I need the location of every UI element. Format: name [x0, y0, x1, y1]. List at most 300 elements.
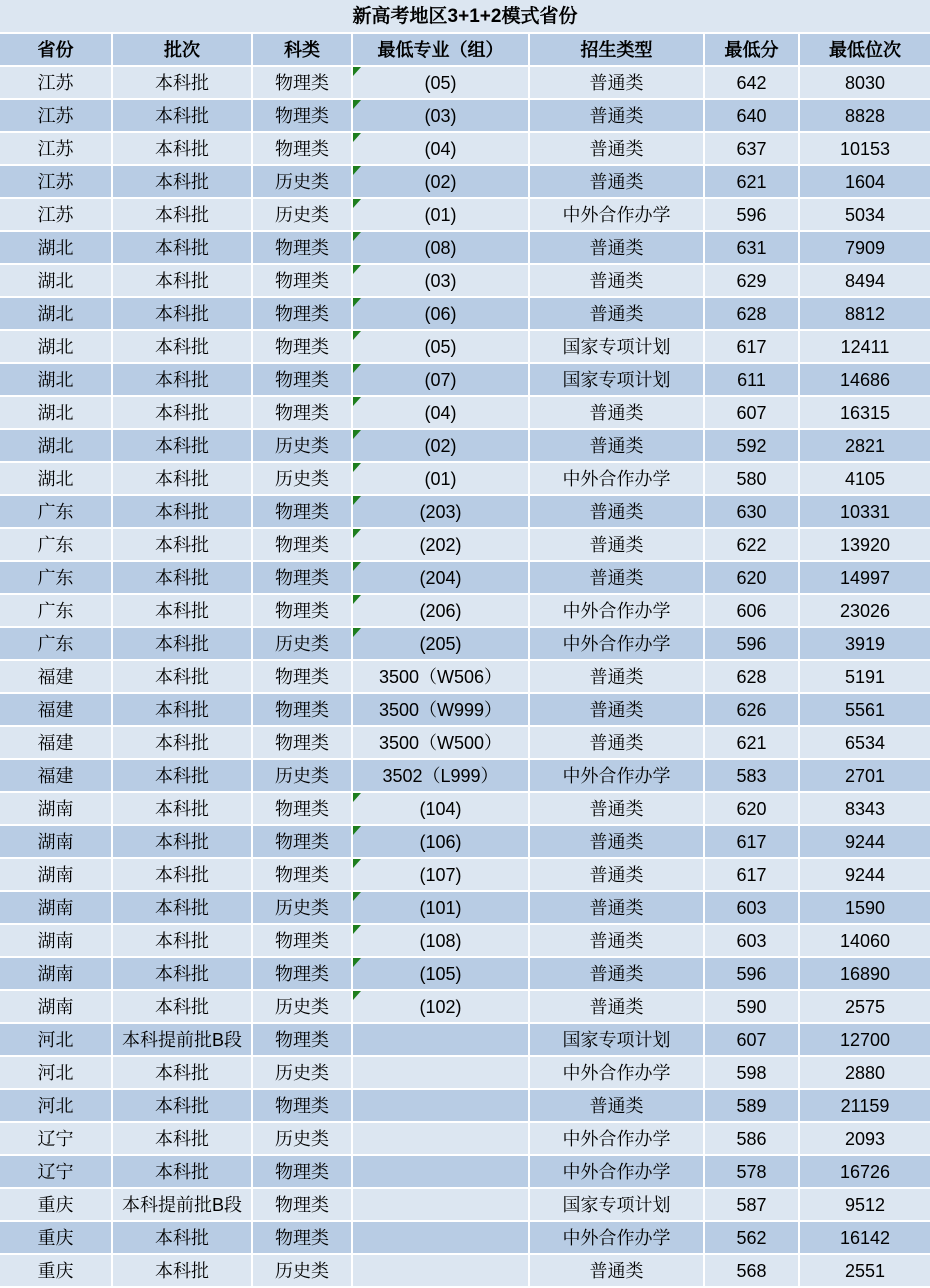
cell-admission-type[interactable] [530, 496, 705, 529]
cell-subject-type[interactable] [253, 298, 353, 331]
cell-min-score[interactable] [705, 100, 800, 133]
cell-subject-type[interactable] [253, 529, 353, 562]
cell-admission-type[interactable] [530, 100, 705, 133]
cell-text: 587 [736, 1194, 767, 1215]
cell-min-major-group[interactable] [353, 430, 530, 463]
cell-min-major-group[interactable] [353, 298, 530, 331]
cell-min-rank[interactable] [800, 727, 930, 760]
cell-subject-type[interactable] [253, 793, 353, 826]
cell-min-rank[interactable] [800, 595, 930, 628]
cell-admission-type[interactable] [530, 1090, 705, 1123]
cell-admission-type[interactable] [530, 892, 705, 925]
cell-subject-type[interactable] [253, 364, 353, 397]
cell-admission-type[interactable] [530, 1255, 705, 1288]
cell-min-rank[interactable] [800, 892, 930, 925]
cell-min-rank[interactable] [800, 496, 930, 529]
cell-admission-type[interactable] [530, 397, 705, 430]
cell-min-rank[interactable] [800, 1090, 930, 1123]
cell-subject-type[interactable] [253, 892, 353, 925]
table-row [0, 1156, 930, 1189]
cell-batch[interactable] [113, 1222, 253, 1255]
cell-min-major-group[interactable] [353, 199, 530, 232]
cell-min-major-group[interactable] [353, 232, 530, 265]
cell-min-rank[interactable] [800, 694, 930, 727]
cell-min-score[interactable] [705, 1156, 800, 1189]
cell-min-rank[interactable] [800, 199, 930, 232]
cell-admission-type[interactable] [530, 826, 705, 859]
cell-admission-type[interactable] [530, 1222, 705, 1255]
cell-text: 国家专项计划 [562, 369, 671, 390]
cell-min-rank[interactable] [800, 925, 930, 958]
cell-batch[interactable] [113, 430, 253, 463]
cell-subject-type[interactable] [253, 1255, 353, 1288]
cell-batch[interactable] [113, 298, 253, 331]
cell-subject-type[interactable] [253, 1057, 353, 1090]
cell-min-score[interactable] [705, 298, 800, 331]
cell-min-major-group[interactable] [353, 562, 530, 595]
cell-text: 普通类 [589, 402, 644, 423]
cell-min-score[interactable] [705, 166, 800, 199]
error-indicator-triangle-icon [353, 562, 361, 571]
cell-batch[interactable] [113, 694, 253, 727]
cell-batch[interactable] [113, 265, 253, 298]
cell-batch[interactable] [113, 793, 253, 826]
cell-min-score[interactable] [705, 1255, 800, 1288]
cell-admission-type[interactable] [530, 694, 705, 727]
table-row [0, 463, 930, 496]
cell-batch[interactable] [113, 1156, 253, 1189]
table-row [0, 793, 930, 826]
cell-subject-type[interactable] [253, 430, 353, 463]
cell-min-score[interactable] [705, 67, 800, 100]
cell-province[interactable] [0, 892, 113, 925]
cell-batch[interactable] [113, 1057, 253, 1090]
cell-text: (03) [424, 105, 457, 126]
cell-admission-type[interactable] [530, 1156, 705, 1189]
cell-subject-type[interactable] [253, 166, 353, 199]
cell-subject-type[interactable] [253, 199, 353, 232]
cell-province[interactable] [0, 628, 113, 661]
cell-min-major-group[interactable] [353, 694, 530, 727]
cell-min-major-group[interactable] [353, 100, 530, 133]
cell-batch[interactable] [113, 958, 253, 991]
cell-subject-type[interactable] [253, 925, 353, 958]
error-indicator-triangle-icon [353, 826, 361, 835]
table-title[interactable]: 新高考地区3+1+2模式省份 [0, 0, 930, 34]
cell-province[interactable] [0, 859, 113, 892]
cell-min-rank[interactable] [800, 1057, 930, 1090]
cell-admission-type[interactable] [530, 958, 705, 991]
cell-province[interactable] [0, 826, 113, 859]
cell-min-major-group[interactable] [353, 727, 530, 760]
cell-admission-type[interactable] [530, 727, 705, 760]
cell-batch[interactable] [113, 892, 253, 925]
cell-admission-type[interactable] [530, 1123, 705, 1156]
cell-min-score[interactable] [705, 793, 800, 826]
cell-subject-type[interactable] [253, 595, 353, 628]
cell-text: 普通类 [589, 864, 644, 885]
cell-min-score[interactable] [705, 760, 800, 793]
cell-batch[interactable] [113, 925, 253, 958]
cell-min-rank[interactable] [800, 793, 930, 826]
cell-min-major-group[interactable] [353, 529, 530, 562]
cell-min-major-group[interactable] [353, 1156, 530, 1189]
cell-province[interactable] [0, 760, 113, 793]
cell-min-major-group[interactable] [353, 1255, 530, 1288]
cell-min-major-group[interactable] [353, 397, 530, 430]
cell-province[interactable] [0, 496, 113, 529]
cell-batch[interactable] [113, 166, 253, 199]
cell-min-major-group[interactable] [353, 67, 530, 100]
cell-min-rank[interactable] [800, 67, 930, 100]
cell-min-score[interactable] [705, 430, 800, 463]
cell-min-rank[interactable] [800, 397, 930, 430]
cell-province[interactable] [0, 529, 113, 562]
cell-admission-type[interactable] [530, 925, 705, 958]
cell-min-major-group[interactable] [353, 925, 530, 958]
cell-min-rank[interactable] [800, 991, 930, 1024]
cell-min-score[interactable] [705, 397, 800, 430]
cell-subject-type[interactable] [253, 1222, 353, 1255]
cell-batch[interactable] [113, 100, 253, 133]
cell-min-score[interactable] [705, 694, 800, 727]
cell-province[interactable] [0, 1255, 113, 1288]
cell-min-rank[interactable] [800, 958, 930, 991]
cell-min-rank[interactable] [800, 562, 930, 595]
cell-batch[interactable] [113, 1123, 253, 1156]
cell-min-major-group[interactable] [353, 892, 530, 925]
cell-text: 607 [736, 1029, 767, 1050]
cell-min-score[interactable] [705, 331, 800, 364]
cell-min-rank[interactable] [800, 166, 930, 199]
cell-min-score[interactable] [705, 529, 800, 562]
cell-min-score[interactable] [705, 265, 800, 298]
cell-min-score[interactable] [705, 892, 800, 925]
cell-text: 河北 [37, 1062, 74, 1083]
column-header-min-major-group[interactable]: 最低专业（组） [353, 34, 530, 67]
cell-province[interactable] [0, 1222, 113, 1255]
cell-min-score[interactable] [705, 595, 800, 628]
cell-min-rank[interactable] [800, 364, 930, 397]
cell-text: 湖南 [37, 798, 74, 819]
cell-admission-type[interactable] [530, 133, 705, 166]
cell-text: 普通类 [589, 831, 644, 852]
cell-min-major-group[interactable] [353, 991, 530, 1024]
cell-min-score[interactable] [705, 133, 800, 166]
cell-subject-type[interactable] [253, 562, 353, 595]
cell-batch[interactable] [113, 628, 253, 661]
cell-admission-type[interactable] [530, 1024, 705, 1057]
cell-subject-type[interactable] [253, 100, 353, 133]
cell-province[interactable] [0, 1123, 113, 1156]
cell-subject-type[interactable] [253, 1123, 353, 1156]
cell-min-score[interactable] [705, 859, 800, 892]
cell-text: 物理类 [275, 1095, 329, 1116]
cell-min-rank[interactable] [800, 859, 930, 892]
cell-text: 历史类 [275, 765, 329, 786]
cell-admission-type[interactable] [530, 67, 705, 100]
cell-province[interactable] [0, 331, 113, 364]
cell-min-rank[interactable] [800, 298, 930, 331]
cell-province[interactable] [0, 364, 113, 397]
cell-min-major-group[interactable] [353, 826, 530, 859]
cell-text: 617 [736, 336, 767, 357]
cell-province[interactable] [0, 1024, 113, 1057]
cell-min-score[interactable] [705, 661, 800, 694]
cell-batch[interactable] [113, 364, 253, 397]
cell-subject-type[interactable] [253, 628, 353, 661]
cell-province[interactable] [0, 298, 113, 331]
cell-min-score[interactable] [705, 991, 800, 1024]
cell-subject-type[interactable] [253, 397, 353, 430]
cell-min-major-group[interactable] [353, 166, 530, 199]
cell-subject-type[interactable] [253, 727, 353, 760]
cell-province[interactable] [0, 793, 113, 826]
cell-min-major-group[interactable] [353, 1057, 530, 1090]
cell-batch[interactable] [113, 859, 253, 892]
cell-min-major-group[interactable] [353, 1024, 530, 1057]
cell-admission-type[interactable] [530, 661, 705, 694]
cell-subject-type[interactable] [253, 463, 353, 496]
cell-admission-type[interactable] [530, 760, 705, 793]
cell-min-major-group[interactable] [353, 331, 530, 364]
cell-province[interactable] [0, 727, 113, 760]
cell-subject-type[interactable] [253, 265, 353, 298]
cell-batch[interactable] [113, 331, 253, 364]
cell-province[interactable] [0, 100, 113, 133]
cell-admission-type[interactable] [530, 463, 705, 496]
cell-batch[interactable] [113, 727, 253, 760]
cell-admission-type[interactable] [530, 793, 705, 826]
cell-admission-type[interactable] [530, 991, 705, 1024]
cell-province[interactable] [0, 430, 113, 463]
cell-province[interactable] [0, 1156, 113, 1189]
cell-min-major-group[interactable] [353, 859, 530, 892]
column-header-min-rank[interactable]: 最低位次 [800, 34, 930, 67]
cell-min-major-group[interactable] [353, 793, 530, 826]
cell-province[interactable] [0, 958, 113, 991]
cell-min-rank[interactable] [800, 1255, 930, 1288]
cell-min-score[interactable] [705, 562, 800, 595]
cell-text: 本科批 [155, 105, 209, 126]
cell-min-rank[interactable] [800, 760, 930, 793]
cell-min-score[interactable] [705, 1057, 800, 1090]
cell-admission-type[interactable] [530, 430, 705, 463]
cell-province[interactable] [0, 595, 113, 628]
cell-subject-type[interactable] [253, 331, 353, 364]
cell-min-major-group[interactable] [353, 661, 530, 694]
cell-min-score[interactable] [705, 1222, 800, 1255]
table-row [0, 529, 930, 562]
column-header-admission-type[interactable]: 招生类型 [530, 34, 705, 67]
cell-subject-type[interactable] [253, 1156, 353, 1189]
cell-province[interactable] [0, 397, 113, 430]
cell-text: 本科批 [155, 270, 209, 291]
cell-admission-type[interactable] [530, 232, 705, 265]
cell-subject-type[interactable] [253, 661, 353, 694]
cell-text: 12700 [839, 1029, 891, 1050]
cell-min-rank[interactable] [800, 100, 930, 133]
cell-subject-type[interactable] [253, 859, 353, 892]
cell-batch[interactable] [113, 1024, 253, 1057]
cell-min-major-group[interactable] [353, 1123, 530, 1156]
cell-min-rank[interactable] [800, 463, 930, 496]
cell-province[interactable] [0, 67, 113, 100]
table-row [0, 826, 930, 859]
cell-admission-type[interactable] [530, 331, 705, 364]
cell-province[interactable] [0, 1189, 113, 1222]
cell-subject-type[interactable] [253, 1189, 353, 1222]
cell-min-rank[interactable] [800, 826, 930, 859]
table-title-row [0, 0, 930, 34]
cell-min-rank[interactable] [800, 1189, 930, 1222]
cell-batch[interactable] [113, 199, 253, 232]
column-header-batch[interactable]: 批次 [113, 34, 253, 67]
table-row [0, 694, 930, 727]
cell-text: (105) [419, 963, 462, 984]
cell-min-score[interactable] [705, 826, 800, 859]
cell-batch[interactable] [113, 496, 253, 529]
cell-min-rank[interactable] [800, 661, 930, 694]
cell-min-rank[interactable] [800, 133, 930, 166]
cell-batch[interactable] [113, 991, 253, 1024]
cell-batch[interactable] [113, 397, 253, 430]
cell-min-score[interactable] [705, 1123, 800, 1156]
cell-batch[interactable] [113, 760, 253, 793]
cell-subject-type[interactable] [253, 826, 353, 859]
cell-batch[interactable] [113, 67, 253, 100]
cell-batch[interactable] [113, 1090, 253, 1123]
cell-admission-type[interactable] [530, 364, 705, 397]
cell-min-major-group[interactable] [353, 1222, 530, 1255]
cell-min-rank[interactable] [800, 1123, 930, 1156]
cell-min-major-group[interactable] [353, 628, 530, 661]
cell-min-score[interactable] [705, 232, 800, 265]
cell-min-rank[interactable] [800, 1222, 930, 1255]
cell-province[interactable] [0, 1090, 113, 1123]
cell-subject-type[interactable] [253, 1090, 353, 1123]
cell-subject-type[interactable] [253, 694, 353, 727]
cell-admission-type[interactable] [530, 1189, 705, 1222]
cell-subject-type[interactable] [253, 67, 353, 100]
cell-min-major-group[interactable] [353, 595, 530, 628]
cell-min-rank[interactable] [800, 265, 930, 298]
cell-admission-type[interactable] [530, 199, 705, 232]
cell-batch[interactable] [113, 595, 253, 628]
column-header-subject-type[interactable]: 科类 [253, 34, 353, 67]
cell-province[interactable] [0, 694, 113, 727]
cell-text: 江苏 [37, 138, 74, 159]
cell-min-rank[interactable] [800, 232, 930, 265]
cell-province[interactable] [0, 925, 113, 958]
cell-min-score[interactable] [705, 628, 800, 661]
cell-province[interactable] [0, 166, 113, 199]
cell-min-score[interactable] [705, 925, 800, 958]
cell-min-score[interactable] [705, 1189, 800, 1222]
cell-admission-type[interactable] [530, 529, 705, 562]
cell-batch[interactable] [113, 1189, 253, 1222]
cell-batch[interactable] [113, 133, 253, 166]
cell-admission-type[interactable] [530, 859, 705, 892]
cell-province[interactable] [0, 232, 113, 265]
cell-min-major-group[interactable] [353, 1090, 530, 1123]
cell-province[interactable] [0, 265, 113, 298]
cell-min-rank[interactable] [800, 1024, 930, 1057]
cell-province[interactable] [0, 199, 113, 232]
cell-text: 物理类 [275, 831, 329, 852]
cell-admission-type[interactable] [530, 595, 705, 628]
cell-admission-type[interactable] [530, 265, 705, 298]
cell-text: 14686 [839, 369, 891, 390]
cell-subject-type[interactable] [253, 232, 353, 265]
cell-province[interactable] [0, 133, 113, 166]
column-header-province[interactable]: 省份 [0, 34, 113, 67]
table-row [0, 1222, 930, 1255]
cell-subject-type[interactable] [253, 1024, 353, 1057]
cell-min-major-group[interactable] [353, 496, 530, 529]
cell-batch[interactable] [113, 661, 253, 694]
cell-text: 历史类 [275, 171, 329, 192]
cell-batch[interactable] [113, 562, 253, 595]
cell-text: (203) [419, 501, 462, 522]
cell-min-score[interactable] [705, 496, 800, 529]
cell-min-rank[interactable] [800, 430, 930, 463]
cell-text: 普通类 [589, 171, 644, 192]
cell-subject-type[interactable] [253, 958, 353, 991]
cell-min-score[interactable] [705, 1024, 800, 1057]
cell-province[interactable] [0, 562, 113, 595]
cell-batch[interactable] [113, 463, 253, 496]
cell-admission-type[interactable] [530, 1057, 705, 1090]
cell-min-rank[interactable] [800, 529, 930, 562]
cell-subject-type[interactable] [253, 133, 353, 166]
cell-min-score[interactable] [705, 364, 800, 397]
cell-min-score[interactable] [705, 199, 800, 232]
cell-min-major-group[interactable] [353, 1189, 530, 1222]
cell-min-rank[interactable] [800, 331, 930, 364]
cell-subject-type[interactable] [253, 991, 353, 1024]
cell-province[interactable] [0, 991, 113, 1024]
cell-batch[interactable] [113, 826, 253, 859]
cell-batch[interactable] [113, 529, 253, 562]
cell-batch[interactable] [113, 232, 253, 265]
cell-province[interactable] [0, 1057, 113, 1090]
cell-subject-type[interactable] [253, 496, 353, 529]
cell-min-score[interactable] [705, 727, 800, 760]
cell-min-rank[interactable] [800, 628, 930, 661]
cell-min-major-group[interactable] [353, 133, 530, 166]
column-header-min-score[interactable]: 最低分 [705, 34, 800, 67]
cell-province[interactable] [0, 463, 113, 496]
cell-province[interactable] [0, 661, 113, 694]
cell-min-score[interactable] [705, 958, 800, 991]
cell-admission-type[interactable] [530, 166, 705, 199]
cell-min-score[interactable] [705, 463, 800, 496]
cell-batch[interactable] [113, 1255, 253, 1288]
cell-admission-type[interactable] [530, 298, 705, 331]
cell-subject-type[interactable] [253, 760, 353, 793]
table-row [0, 892, 930, 925]
cell-admission-type[interactable] [530, 562, 705, 595]
cell-min-major-group[interactable] [353, 265, 530, 298]
cell-min-major-group[interactable] [353, 364, 530, 397]
cell-min-score[interactable] [705, 1090, 800, 1123]
cell-min-major-group[interactable] [353, 463, 530, 496]
cell-min-major-group[interactable] [353, 760, 530, 793]
cell-min-major-group[interactable] [353, 958, 530, 991]
cell-min-rank[interactable] [800, 1156, 930, 1189]
cell-admission-type[interactable] [530, 628, 705, 661]
